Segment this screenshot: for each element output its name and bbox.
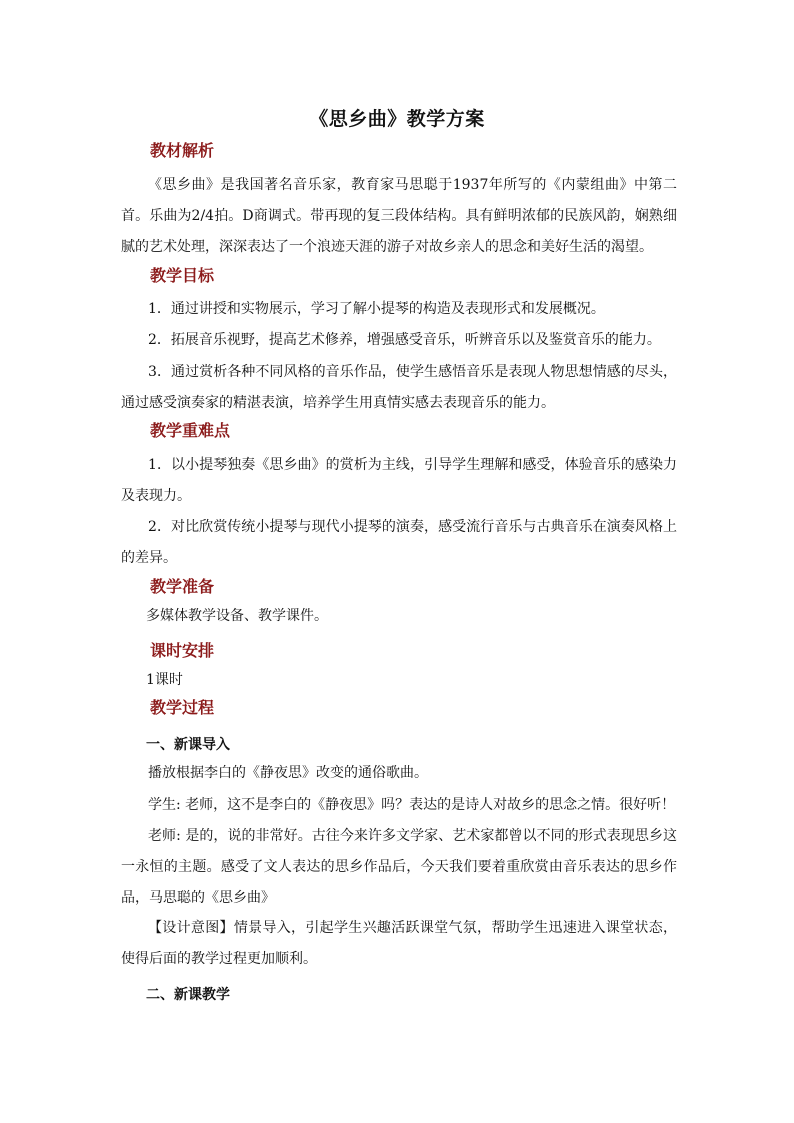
heading-teaching-goals: 教学目标 xyxy=(150,266,215,285)
subheading-new-lesson-intro: 一、新课导入 xyxy=(146,737,230,753)
heading-schedule: 课时安排 xyxy=(150,641,215,660)
paragraph-schedule: 1课时 xyxy=(146,672,183,688)
paragraph-process-3: 老师: 是的，说的非常好。古往今来许多文学家、艺术家都曾以不同的形式表现思乡这一永恒的主题。感受了文人表达的思乡作品后，今天我们要着重欣赏由音乐表达的思乡作品，马思聪的《思乡曲》 xyxy=(121,828,677,906)
heading-preparation: 教学准备 xyxy=(150,577,215,596)
heading-teaching-process: 教学过程 xyxy=(150,698,215,717)
heading-materials-analysis: 教材解析 xyxy=(150,141,215,160)
paragraph-preparation: 多媒体教学设备、教学课件。 xyxy=(146,608,328,624)
paragraph-difficulty-2: 2．对比欣赏传统小提琴与现代小提琴的演奏，感受流行音乐与古典音乐在演奏风格上的差异。 xyxy=(121,519,677,566)
paragraph-difficulty-1: 1．以小提琴独奏《思乡曲》的赏析为主线，引导学生理解和感受，体验音乐的感染力及表现力。 xyxy=(121,457,677,504)
document-title: 《思乡曲》教学方案 xyxy=(309,108,485,130)
heading-key-difficulties: 教学重难点 xyxy=(150,421,231,440)
paragraph-goal-3: 3．通过赏析各种不同风格的音乐作品，使学生感悟音乐是表现人物思想情感的尽头，通过感受演奏家的精湛表演，培养学生用真情实感去表现音乐的能力。 xyxy=(121,364,677,411)
paragraph-goal-1: 1．通过讲授和实物展示，学习了解小提琴的构造及表现形式和发展概况。 xyxy=(148,301,605,317)
paragraph-process-2: 学生: 老师，这不是李白的《静夜思》吗？表达的是诗人对故乡的思念之情。很好听！ xyxy=(148,797,676,813)
paragraph-design-intent: 【设计意图】情景导入，引起学生兴趣活跃课堂气氛，帮助学生迅速进入课堂状态，使得后面的教学过程更加顺利。 xyxy=(121,920,677,967)
paragraph-process-1: 播放根据李白的《静夜思》改变的通俗歌曲。 xyxy=(148,765,428,781)
paragraph-materials-analysis: 《思乡曲》是我国著名音乐家，教育家马思聪于1937年所写的《内蒙组曲》中第二首。乐曲为2/4拍。D商调式。带再现的复三段体结构。具有鲜明浓郁的民族风韵，娴熟细腻的艺术处理，深深表达了一个浪迹天涯的游子对故乡亲人的思念和美好生活的渴望。 xyxy=(121,177,677,255)
subheading-new-lesson-teaching: 二、新课教学 xyxy=(146,987,230,1003)
paragraph-goal-2: 2．拓展音乐视野，提高艺术修养，增强感受音乐，听辨音乐以及鉴赏音乐的能力。 xyxy=(148,332,661,348)
